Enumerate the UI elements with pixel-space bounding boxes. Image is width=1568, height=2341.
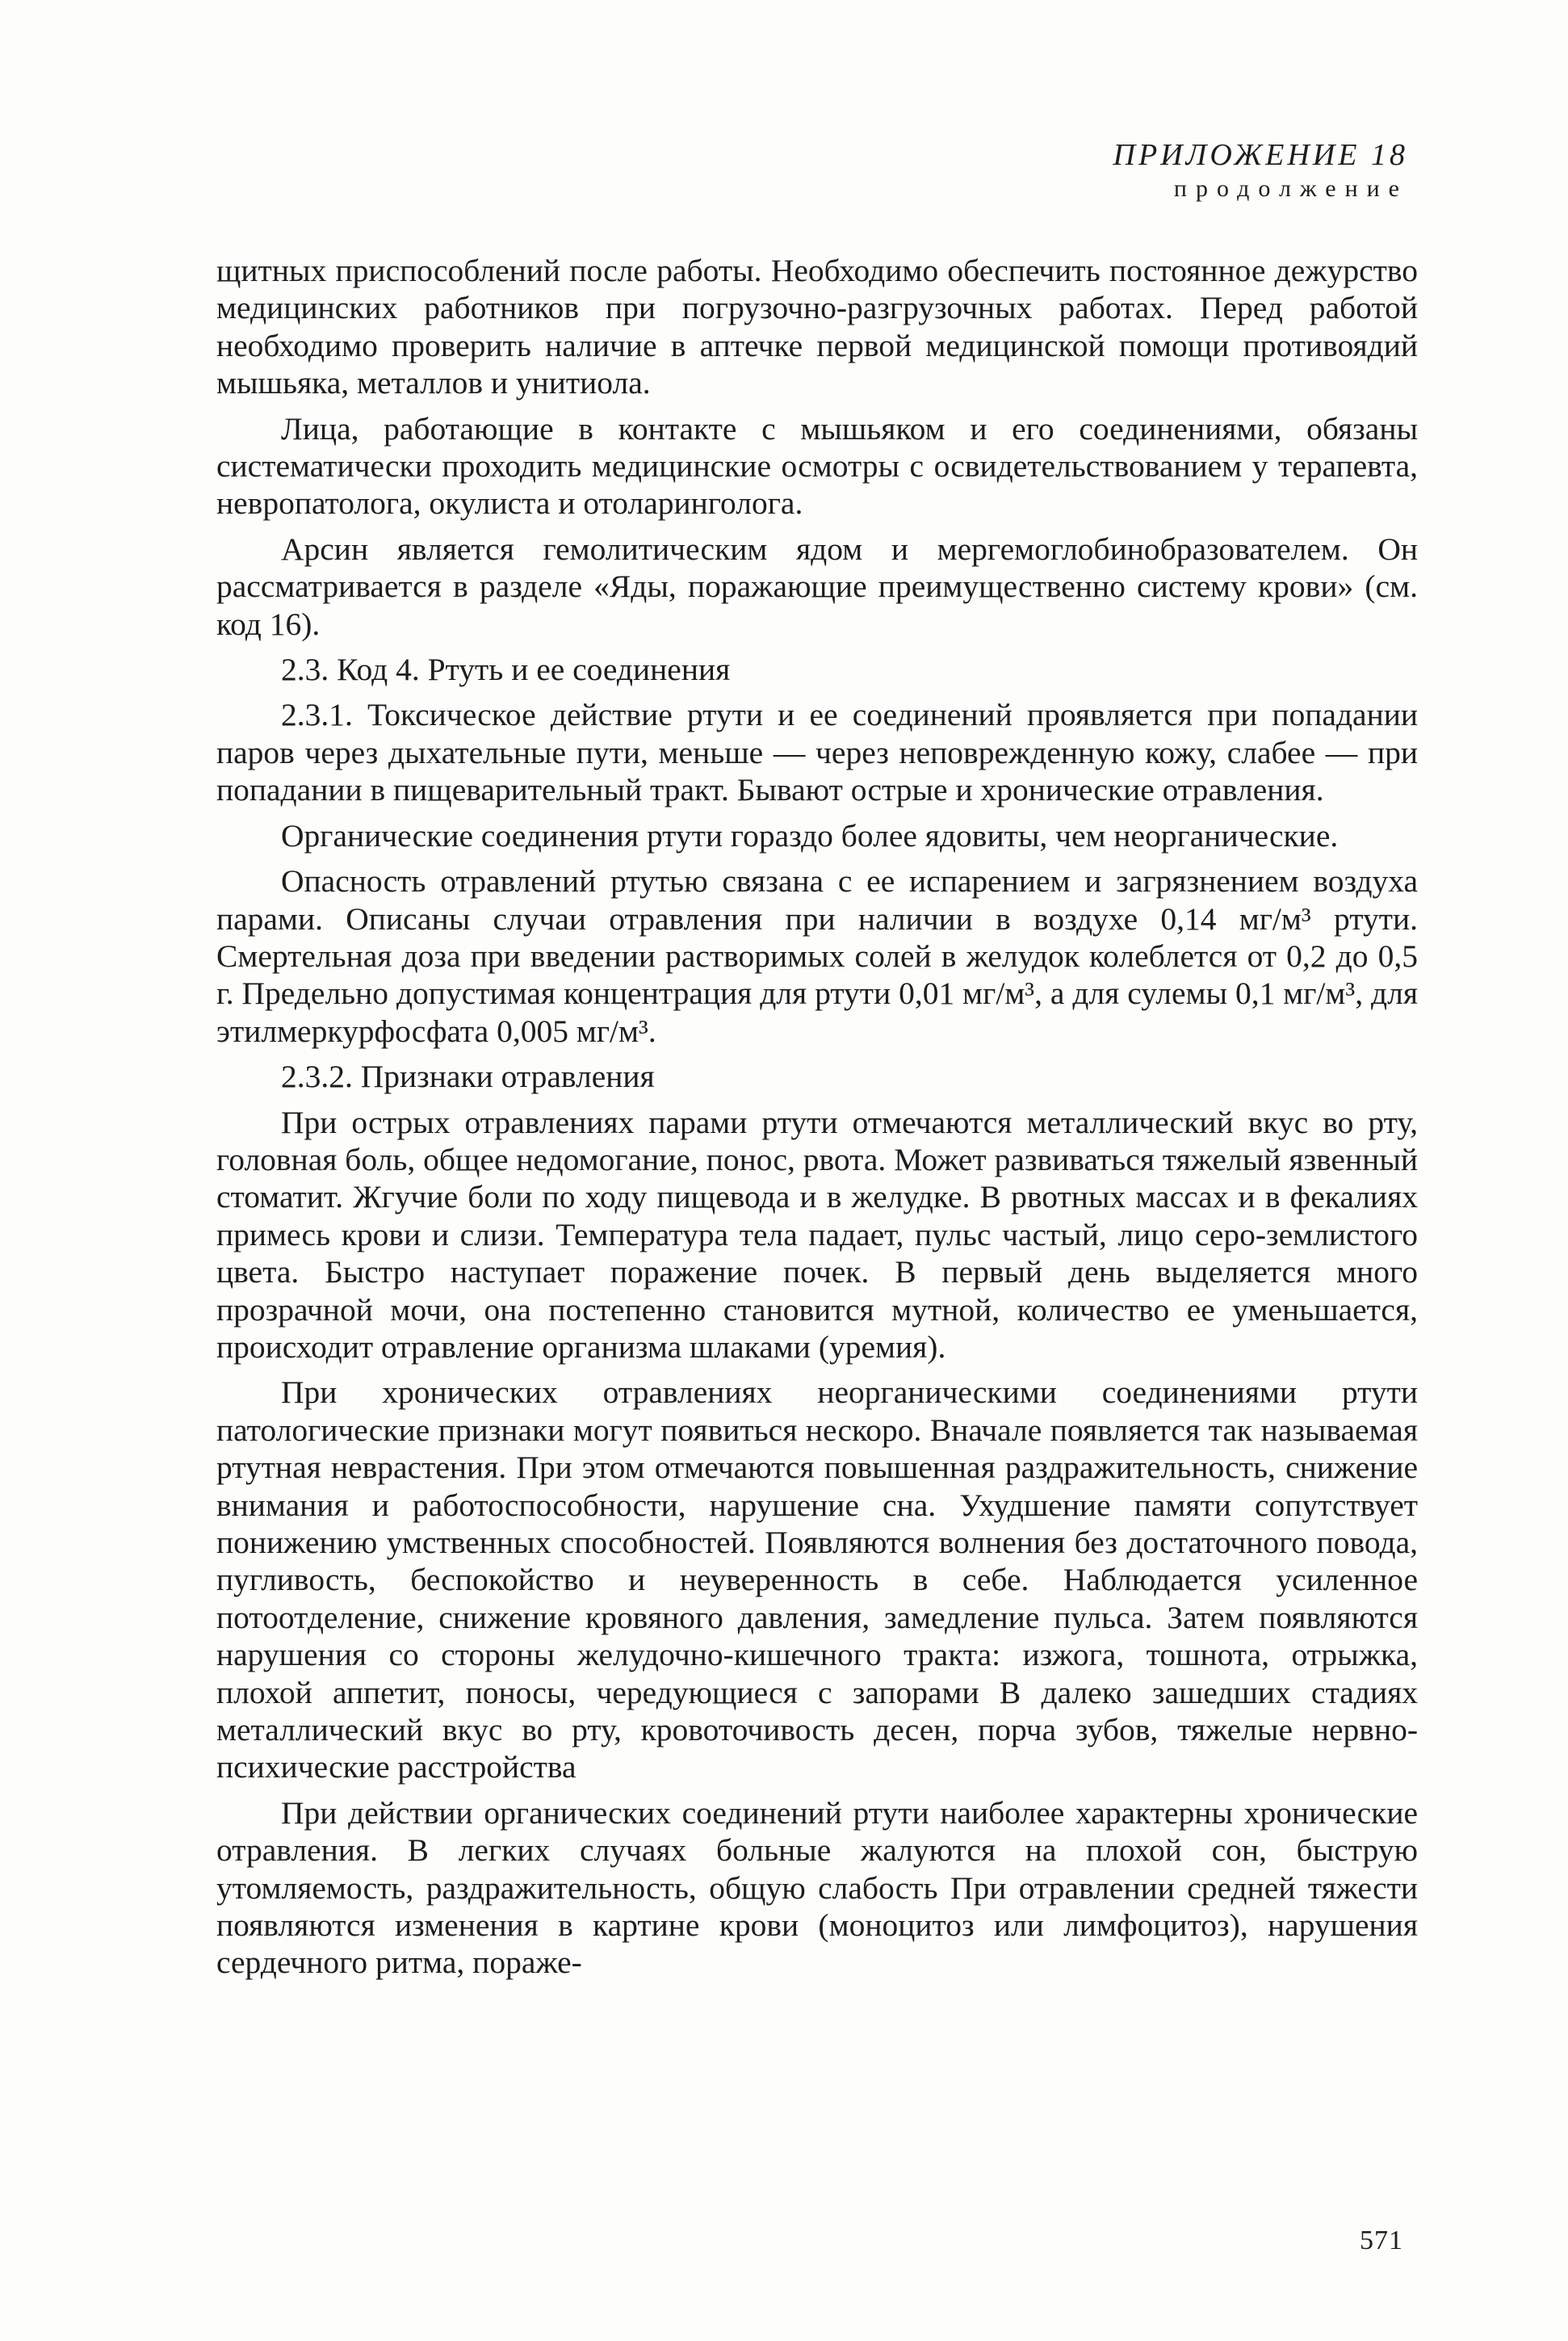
paragraph: Опасность отравлений ртутью связана с ее испарением и загрязнением воздуха парами. Описаны случаи отравления при наличии в воздухе 0,14 мг/м³ ртути. Смертельная доза при введении растворимых солей в желудок колеблется от 0,2 до 0,5 г. Предельно допустимая концентрация для ртути 0,01 мг/м³, а для сулемы 0,1 мг/м³, для этилмеркурфосфата 0,005 мг/м³.	[216, 863, 1418, 1049]
running-header	[1113, 137, 1408, 205]
continuation-label: продолжение	[1173, 175, 1408, 202]
paragraph: При острых отравлениях парами ртути отмечаются металлический вкус во рту, головная боль, общее недомогание, понос, рвота. Может развиваться тяжелый язвенный стоматит. Жгучие боли по ходу пищевода и в желудке. В рвотных массах и в фекалиях примесь крови и слизи. Температура тела падает, пульс частый, лицо серо-землистого цвета. Быстро наступает поражение почек. В первый день выделяется много прозрачной мочи, она постепенно становится мутной, количество ее уменьшается, происходит отравление организма шлаками (уремия).	[216, 1104, 1418, 1365]
section-heading: 2.3. Код 4. Ртуть и ее соединения	[281, 652, 731, 688]
page-number: 571	[1360, 2226, 1403, 2255]
paragraph: При хронических отравлениях неорганическими соединениями ртути патологические признаки могут появиться нескоро. Вначале появляется так называемая ртутная неврастения. При этом отмечаются повышенная раздражительность, снижение внимания и работоспособности, нарушение сна. Ухудшение памяти сопутствует понижению умственных способностей. Появляются волнения без достаточного повода, пугливость, беспокойство и неуверенность в себе. Наблюдается усиленное потоотделение, снижение кровяного давления, замедление пульса. Затем появляются нарушения со стороны желудочно-кишечного тракта: изжога, тошнота, отрыжка, плохой аппетит, поносы, чередующиеся с запорами В далеко зашедших стадиях металлический вкус во рту, кровоточивость десен, порча зубов, тяжелые нервно-психические расстройства	[216, 1374, 1418, 1785]
paragraph: щитных приспособлений после работы. Необходимо обеспечить постоянное дежурство медицинских работников при погрузочно-разгрузочных работах. Перед работой необходимо проверить наличие в аптечке первой медицинской помощи противоядий мышьяка, металлов и унитиола.	[216, 253, 1418, 401]
paragraph: 2.3.1. Токсическое действие ртути и ее соединений проявляется при попадании паров через дыхательные пути, меньше — через неповрежденную кожу, слабее — при попадании в пищеварительный тракт. Бывают острые и хронические отравления.	[216, 697, 1418, 808]
section-heading: 2.3.2. Признаки отравления	[281, 1059, 655, 1095]
paragraph: Органические соединения ртути гораздо более ядовиты, чем неорганические.	[281, 817, 1339, 854]
paragraph: Лица, работающие в контакте с мышьяком и его соединениями, обязаны систематически проходить медицинские осмотры с освидетельствованием у терапевта, невропатолога, окулиста и отоларинголога.	[216, 410, 1418, 522]
appendix-title: ПРИЛОЖЕНИЕ 18	[1113, 138, 1408, 172]
paragraph: Арсин является гемолитическим ядом и мергемоглобинобразователем. Он рассматривается в разделе «Яды, поражающие преимущественно систему крови» (см. код 16).	[216, 531, 1418, 642]
body-text	[216, 252, 1418, 1990]
paragraph: При действии органических соединений ртути наиболее характерны хронические отравления. В легких случаях больные жалуются на плохой сон, быструю утомляемость, раздражительность, общую слабость При отравлении средней тяжести появляются изменения в картине крови (моноцитоз или лимфоцитоз), нарушения сердечного ритма, пораже-	[216, 1794, 1418, 1981]
